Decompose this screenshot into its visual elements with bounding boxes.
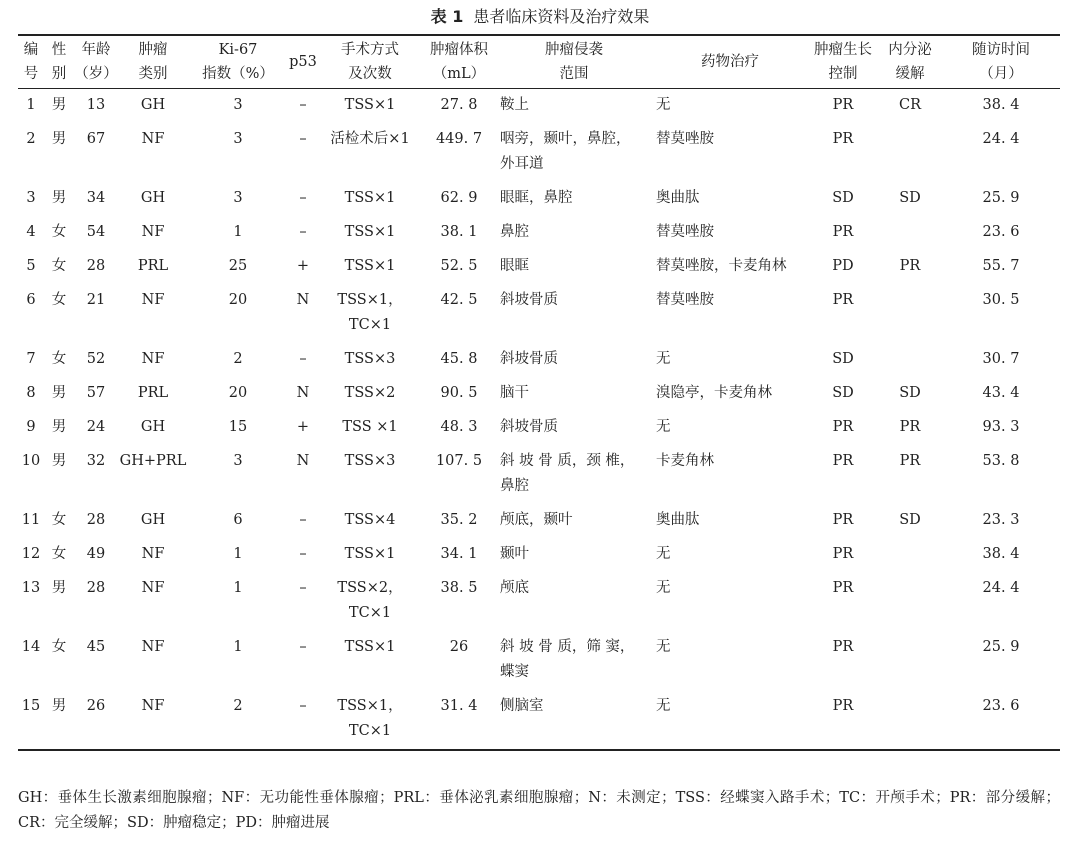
column-header-line: 控制 [828,66,858,82]
column-header-line: 手术方式 [341,42,399,58]
table-cell: 35. 2 [440,512,478,528]
table-caption [0,0,1080,32]
table-cell: – [299,512,307,528]
table-cell: 1 [233,639,243,655]
cell-line: TC×1 [348,605,392,621]
table-cell: 14 [21,639,41,655]
table-cell: 替莫唑胺，卡麦角林 [656,258,787,274]
table-cell: 12 [21,546,41,562]
table-cell: 25. 9 [982,639,1020,655]
cell-line: TSS×1 [344,258,396,274]
table-cell: PRL [137,385,169,401]
table-cell: PR [899,453,921,469]
table-cell [496,123,652,182]
table-cell: 2 [26,131,36,147]
table-cell: 替莫唑胺 [656,131,714,147]
cell-line: 鞍上 [500,97,529,113]
table-cell: + [296,258,310,274]
column-header [652,35,808,89]
table-cell: 2 [233,698,243,714]
table-cell: 13 [21,580,41,596]
cell-line: TSS×3 [344,453,396,469]
table-cell [496,284,652,343]
table-cell: 6 [26,292,36,308]
table-cell: GH [140,512,166,528]
table-cell: NF [141,639,165,655]
table-cell: PR [899,258,921,274]
table-cell [496,89,652,124]
table-cell: 90. 5 [440,385,478,401]
table-cell: 女 [51,292,67,308]
table-cell: PR [832,224,854,240]
table-cell: 93. 3 [982,419,1020,435]
table-title: 患者临床资料及治疗效果 [473,7,650,26]
cell-line: 颅底 [500,580,529,596]
clinical-data-table [18,34,1060,751]
table-row [18,631,1060,690]
table-cell: 32 [86,453,106,469]
table-cell: 21 [86,292,106,308]
table-cell [318,89,422,124]
table-label: 表 1 [430,7,464,26]
table-cell: 3 [26,190,36,206]
column-header [318,35,422,89]
column-header-line: 缓解 [895,66,925,82]
table-cell: SD [832,385,854,401]
table-cell: 5 [26,258,36,274]
table-row [18,343,1060,377]
cell-line: 斜坡骨质 [500,419,558,435]
table-cell: 1 [26,97,36,113]
cell-line: TSS×2， [337,580,403,596]
table-row [18,411,1060,445]
table-cell: – [299,351,307,367]
column-header [44,35,74,89]
cell-line: 斜 坡 骨 质，颈 椎， [500,453,635,469]
table-cell [318,411,422,445]
table-cell: 15 [228,419,248,435]
column-header-line: 肿瘤 [138,42,168,58]
table-cell [318,343,422,377]
column-header-line: 范围 [559,66,589,82]
table-cell: PR [832,580,854,596]
column-header [18,35,44,89]
table-cell [878,538,942,572]
column-header-line: 肿瘤生长 [814,42,872,58]
table-cell: N [296,292,310,308]
table-cell: 女 [51,546,67,562]
column-header-line: 肿瘤侵袭 [545,42,603,58]
table-header [18,35,1060,89]
table-cell: 女 [51,639,67,655]
table-cell: 1 [233,224,243,240]
table-cell: – [299,224,307,240]
column-header-line: （mL） [432,66,486,82]
table-cell: GH+PRL [119,453,187,469]
table-cell [878,284,942,343]
cell-line: TSS×1， [337,292,403,308]
table-cell [318,284,422,343]
cell-line: TSS×2 [344,385,396,401]
table-cell: – [299,546,307,562]
table-cell: 42. 5 [440,292,478,308]
table-cell: 4 [26,224,36,240]
column-header-line: 随访时间 [972,42,1030,58]
table-cell: SD [832,190,854,206]
table-cell: N [296,453,310,469]
table-cell: 38. 4 [982,546,1020,562]
table-cell: 57 [86,385,106,401]
table-cell: PR [899,419,921,435]
table-cell: 男 [51,698,67,714]
table-cell [318,216,422,250]
table-row [18,377,1060,411]
table-cell [318,377,422,411]
table-cell: PR [832,97,854,113]
table-cell: 26 [86,698,106,714]
table-cell: GH [140,97,166,113]
column-header-line: 号 [23,66,39,82]
table-cell: SD [899,385,921,401]
table-cell: 替莫唑胺 [656,292,714,308]
table-cell: SD [899,512,921,528]
cell-line: 眼眶 [500,258,529,274]
column-header-line: 编 [23,42,39,58]
table-row [18,89,1060,124]
cell-line: 斜坡骨质 [500,292,558,308]
table-cell: 1 [233,580,243,596]
column-header-line: 别 [51,66,67,82]
cell-line: 蝶窦 [500,664,529,680]
column-header-line: 类别 [138,66,168,82]
cell-line: 外耳道 [500,156,544,172]
table-cell: 24. 4 [982,580,1020,596]
table-cell: 男 [51,385,67,401]
table-cell: SD [899,190,921,206]
table-row [18,690,1060,750]
table-cell [496,250,652,284]
table-cell: PR [832,639,854,655]
header-row [18,35,1060,89]
cell-line: TSS×1， [337,698,403,714]
table-cell: 女 [51,224,67,240]
column-header-line: 指数（%） [202,66,274,82]
cell-line: TSS×1 [344,190,396,206]
table-cell: 7 [26,351,36,367]
table-cell: 男 [51,453,67,469]
table-cell: 28 [86,258,106,274]
table-cell: 15 [21,698,41,714]
table-cell: 无 [656,419,671,435]
table-cell [496,411,652,445]
table-cell: 男 [51,190,67,206]
table-cell [496,538,652,572]
table-cell: PRL [137,258,169,274]
table-cell: 52. 5 [440,258,478,274]
table-cell: 无 [656,351,671,367]
column-header-line: 肿瘤体积 [430,42,488,58]
table-cell [496,690,652,750]
table-body [18,89,1060,751]
table-cell: 女 [51,351,67,367]
table-cell: GH [140,190,166,206]
table-cell [496,343,652,377]
table-cell: 男 [51,131,67,147]
cell-line: 鼻腔 [500,224,529,240]
table-cell: 女 [51,512,67,528]
table-cell: 53. 8 [982,453,1020,469]
table-cell: 溴隐亭，卡麦角林 [656,385,772,401]
column-header-line: （岁） [74,66,118,82]
table-cell: 男 [51,580,67,596]
table-cell: CR [898,97,921,113]
table-cell [878,631,942,690]
table-cell: 55. 7 [982,258,1020,274]
table-cell: – [299,190,307,206]
column-header [496,35,652,89]
table-cell: 男 [51,419,67,435]
table-cell: NF [141,580,165,596]
column-header [74,35,118,89]
table-cell: NF [141,131,165,147]
table-cell: PR [832,512,854,528]
table-cell: 11 [21,512,41,528]
table-row [18,445,1060,504]
table-cell [318,631,422,690]
table-cell [318,690,422,750]
table-cell: + [296,419,310,435]
table-cell [878,123,942,182]
table-cell: 男 [51,97,67,113]
table-cell: NF [141,698,165,714]
table-cell: 20 [228,385,248,401]
table-cell: SD [832,351,854,367]
table-cell: 30. 7 [982,351,1020,367]
cell-line: 脑干 [500,385,529,401]
column-header [288,35,318,89]
table-row [18,572,1060,631]
table-cell: 27. 8 [440,97,478,113]
column-header [188,35,288,89]
cell-line: TSS×4 [344,512,396,528]
table-cell: 52 [86,351,106,367]
table-cell [878,690,942,750]
table-cell: NF [141,292,165,308]
column-header-line: p53 [289,54,317,70]
cell-line: TSS×1 [344,97,396,113]
table-row [18,284,1060,343]
table-cell: 3 [233,131,243,147]
table-cell: 10 [21,453,41,469]
table-cell [496,182,652,216]
column-header-line: Ki-67 [218,42,258,58]
cell-line: 活检术后×1 [330,131,410,147]
table-cell: 8 [26,385,36,401]
cell-line: TSS×1 [344,546,396,562]
cell-line: TSS×3 [344,351,396,367]
table-cell: 替莫唑胺 [656,224,714,240]
table-cell: NF [141,546,165,562]
table-cell [318,250,422,284]
table-cell: 31. 4 [440,698,478,714]
table-cell: 23. 6 [982,224,1020,240]
table-cell: PR [832,546,854,562]
table-cell: – [299,698,307,714]
table-cell: 30. 5 [982,292,1020,308]
cell-line: TC×1 [348,317,392,333]
table-cell: 1 [233,546,243,562]
table-cell: PD [832,258,854,274]
table-cell: PR [832,131,854,147]
table-cell [318,504,422,538]
table-cell: 3 [233,190,243,206]
cell-line: 咽旁，颞叶，鼻腔， [500,131,631,147]
table-cell: N [296,385,310,401]
table-cell: 43. 4 [982,385,1020,401]
column-header-line: 性 [51,42,67,58]
column-header-line: 及次数 [348,66,392,82]
table-row [18,250,1060,284]
column-header-line: 年龄 [81,42,111,58]
table-cell: – [299,639,307,655]
table-cell: 23. 6 [982,698,1020,714]
column-header [808,35,878,89]
table-cell: PR [832,419,854,435]
table-cell: PR [832,292,854,308]
table-cell: PR [832,453,854,469]
table-cell [878,343,942,377]
table-cell [496,504,652,538]
table-cell [496,216,652,250]
cell-line: TC×1 [348,723,392,739]
table-cell: – [299,580,307,596]
table-row [18,182,1060,216]
table-cell: 9 [26,419,36,435]
table-cell: 3 [233,453,243,469]
cell-line: 颅底，颞叶 [500,512,573,528]
column-header [118,35,188,89]
table-cell [878,572,942,631]
table-cell: 38. 4 [982,97,1020,113]
table-cell: 无 [656,580,671,596]
table-row [18,538,1060,572]
table-cell: 无 [656,546,671,562]
cell-line: 侧脑室 [500,698,544,714]
table-cell: 奥曲肽 [656,512,700,528]
cell-line: 眼眶，鼻腔 [500,190,573,206]
table-cell: 25 [228,258,248,274]
table-cell [318,572,422,631]
column-header-line: 药物治疗 [701,54,759,70]
table-cell: – [299,97,307,113]
table-row [18,216,1060,250]
table-cell: 6 [233,512,243,528]
table-cell: 67 [86,131,106,147]
table-cell: 48. 3 [440,419,478,435]
cell-line: TSS×1 [344,639,396,655]
cell-line: TSS ×1 [342,419,398,435]
table-cell [496,445,652,504]
table-cell: 卡麦角林 [656,453,714,469]
cell-line: TSS×1 [344,224,396,240]
table-cell: NF [141,351,165,367]
table-cell: 38. 5 [440,580,478,596]
table-cell: 54 [86,224,106,240]
table-cell: 24. 4 [982,131,1020,147]
column-header-line: （月） [979,66,1023,82]
table-cell: 25. 9 [982,190,1020,206]
table-cell [318,123,422,182]
table-cell: 20 [228,292,248,308]
table-cell: GH [140,419,166,435]
table-cell [878,216,942,250]
table-cell: NF [141,224,165,240]
table-cell [318,182,422,216]
table-cell: 13 [86,97,106,113]
table-cell: 奥曲肽 [656,190,700,206]
column-header [422,35,496,89]
table-footnote: GH：垂体生长激素细胞腺瘤；NF：无功能性垂体腺瘤；PRL：垂体泌乳素细胞腺瘤；N：未测定；TSS：经蝶窦入路手术；TC：开颅手术；PR：部分缓解；CR：完全缓解；SD：肿瘤稳定；PD：肿瘤进展 [18,790,1060,831]
table-cell: 女 [51,258,67,274]
column-header [878,35,942,89]
table-cell: 3 [233,97,243,113]
table-cell: – [299,131,307,147]
table-cell: 107. 5 [435,453,483,469]
table-cell [318,538,422,572]
cell-line: 颞叶 [500,546,529,562]
table-cell: 28 [86,512,106,528]
column-header [942,35,1060,89]
table-cell: PR [832,698,854,714]
table-cell: 34. 1 [440,546,478,562]
table-cell: 45. 8 [440,351,478,367]
table-cell [496,377,652,411]
table-cell [496,631,652,690]
table-cell: 24 [86,419,106,435]
table-cell: 45 [86,639,106,655]
cell-line: 斜坡骨质 [500,351,558,367]
table-cell: 无 [656,698,671,714]
table-cell [318,445,422,504]
table-cell: 28 [86,580,106,596]
table-cell: 23. 3 [982,512,1020,528]
table-cell: 无 [656,639,671,655]
table-cell [496,572,652,631]
cell-line: 鼻腔 [500,478,529,494]
table-cell: 26 [449,639,469,655]
cell-line: 斜 坡 骨 质，筛 窦， [500,639,635,655]
table-cell: 无 [656,97,671,113]
table-cell: 2 [233,351,243,367]
table-cell: 38. 1 [440,224,478,240]
table-row [18,504,1060,538]
table-row [18,123,1060,182]
table-cell: 449. 7 [435,131,483,147]
table-cell: 34 [86,190,106,206]
table-cell: 62. 9 [440,190,478,206]
column-header-line: 内分泌 [888,42,932,58]
table-cell: 49 [86,546,106,562]
